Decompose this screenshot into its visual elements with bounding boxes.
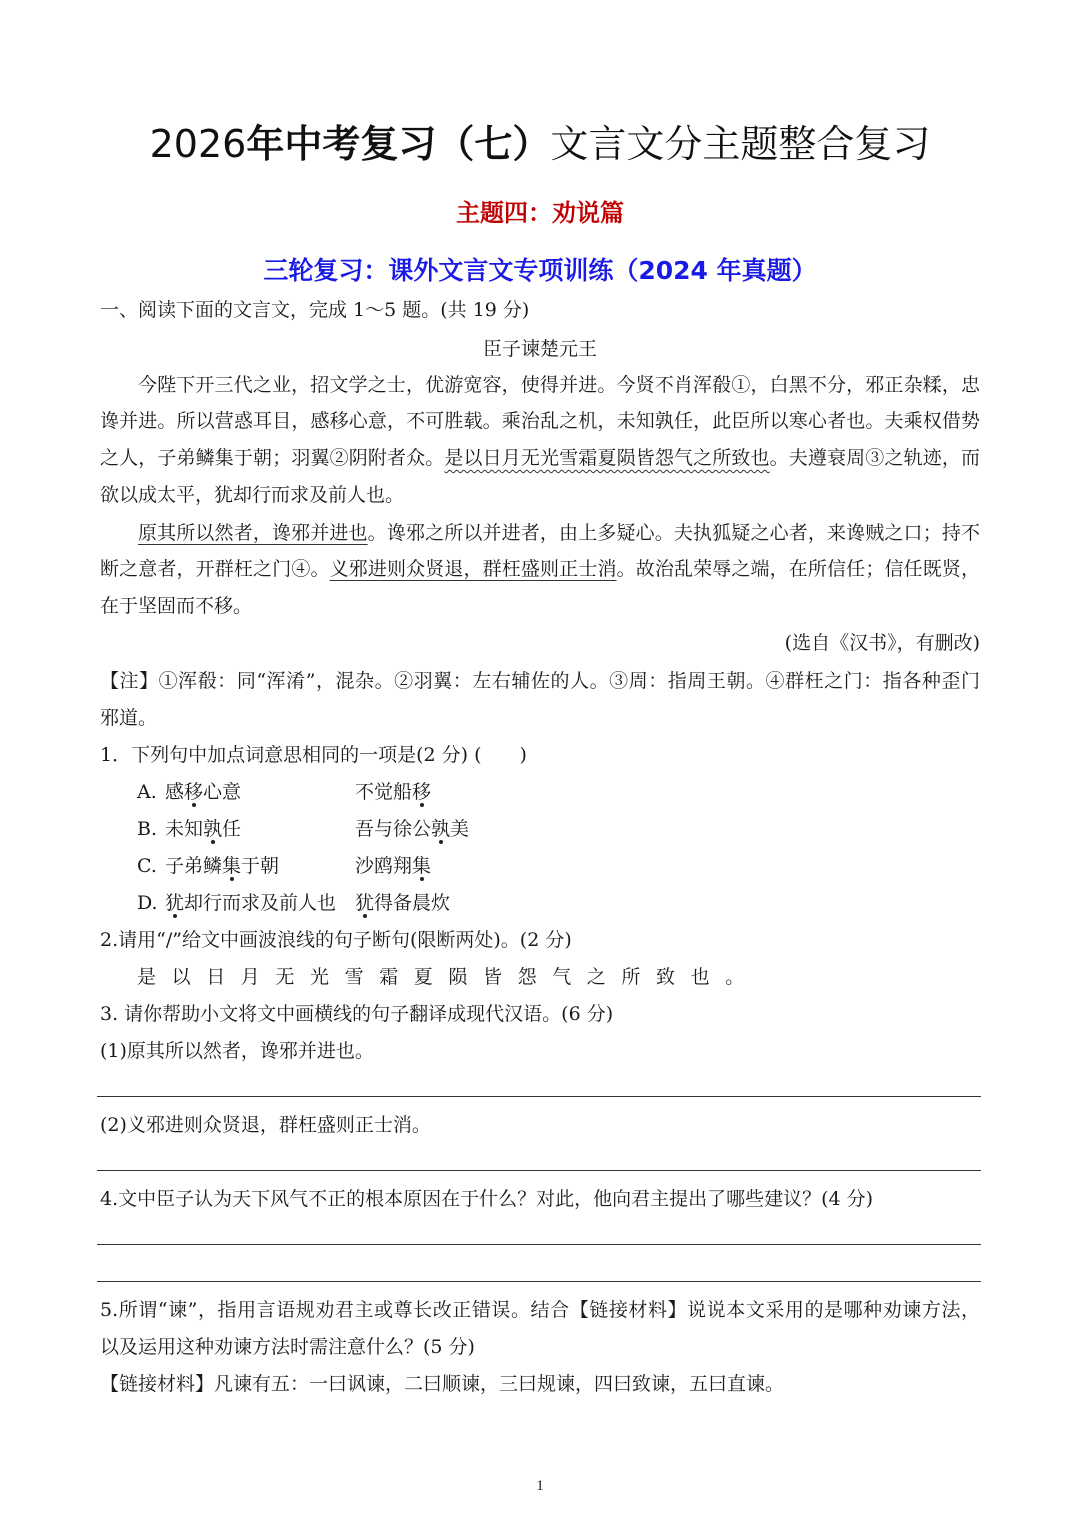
answer-line-q3-1[interactable] bbox=[97, 1096, 981, 1097]
q1-a-right-text: 不觉船 bbox=[355, 781, 413, 803]
answer-line-q4-1[interactable] bbox=[97, 1244, 981, 1245]
q1-option-c-right bbox=[355, 853, 431, 879]
q1-option-d-left bbox=[165, 890, 336, 916]
q3-stem: 3. 请你帮助小文将文中画横线的句子翻译成现代汉语。(6 分) bbox=[100, 1003, 614, 1025]
passage-p2-line2 bbox=[100, 556, 980, 582]
q1-b-right-dotted: 孰 bbox=[431, 818, 451, 840]
p1-line3-c: 。夫遵衰周③之轨迹，而 bbox=[769, 447, 980, 469]
p1-line3-a: 之人，子弟鳞集于朝；羽翼②阴附者众。 bbox=[100, 447, 445, 469]
q5-material: 【链接材料】凡谏有五：一曰讽谏，二曰顺谏，三曰规谏，四曰致谏，五曰直谏。 bbox=[100, 1373, 785, 1395]
q1-c-left-rest: 于朝 bbox=[241, 855, 280, 877]
p2-line2-a: 断之意者，开群枉之门④。 bbox=[100, 558, 330, 580]
passage-p1-line2: 谗并进。所以营惑耳目，感移心意，不可胜载。乘治乱之机，未知孰任，此臣所以寒心者也。夫乘权借势 bbox=[100, 410, 980, 432]
q1-c-right-text: 沙鸥翔 bbox=[355, 855, 413, 877]
p2-line1-b: 。谗邪之所以并进者，由上多疑心。夫执狐疑之心者，来谗贼之口；持不 bbox=[367, 522, 980, 544]
page-number: 1 bbox=[536, 1478, 544, 1494]
section-instruction: 一、阅读下面的文言文，完成 1～5 题。(共 19 分) bbox=[100, 299, 530, 321]
q1-option-c-letter: C. bbox=[137, 855, 157, 877]
q1-option-a-right bbox=[355, 779, 431, 805]
q3-sub1: (1)原其所以然者，谗邪并进也。 bbox=[100, 1040, 374, 1062]
q1-option-d-right bbox=[355, 890, 450, 916]
wavy-sentence: 是以日月无光雪霜夏陨皆怨气之所致也 bbox=[444, 447, 770, 469]
q1-option-a-letter: A. bbox=[137, 781, 157, 803]
q1-a-left-dotted: 移 bbox=[184, 781, 204, 803]
passage-source: (选自《汉书》，有删改) bbox=[784, 632, 980, 654]
q1-b-left-rest: 任 bbox=[222, 818, 242, 840]
q1-c-right-dotted: 集 bbox=[412, 855, 432, 877]
title-suffix: 文言文分主题整合复习 bbox=[550, 122, 931, 166]
q5-line1: 5.所谓“谏”，指用言语规劝君主或尊长改正错误。结合【链接材料】说说本文采用的是哪种劝谏方法， bbox=[100, 1299, 980, 1321]
answer-line-q3-2[interactable] bbox=[97, 1170, 981, 1171]
q1-c-left-dotted: 集 bbox=[222, 855, 242, 877]
notes-line2: 邪道。 bbox=[100, 707, 158, 729]
q1-b-right-rest: 美 bbox=[450, 818, 470, 840]
q1-option-d-letter: D. bbox=[137, 892, 158, 914]
passage-p1-line1: 今陛下开三代之业，招文学之士，优游宽容，使得并进。今贤不肖浑殽①，白黑不分，邪正杂糅，忠 bbox=[138, 374, 980, 396]
q1-option-c-left bbox=[165, 853, 279, 879]
title-bold: 年中考复习（七） bbox=[246, 122, 551, 166]
title-year: 2026 bbox=[149, 122, 247, 166]
q2-stem: 2.请用“/”给文中画波浪线的句子断句(限断两处)。(2 分) bbox=[100, 929, 572, 951]
q1-d-right-dotted: 犹 bbox=[355, 892, 375, 914]
underlined-sentence-1: 原其所以然者，谗邪并进也 bbox=[138, 522, 368, 544]
q1-stem: 1．下列句中加点词意思相同的一项是(2 分) ( ) bbox=[100, 744, 527, 766]
topic-heading: 主题四：劝说篇 bbox=[456, 199, 624, 227]
q5-line2: 以及运用这种劝谏方法时需注意什么？(5 分) bbox=[100, 1336, 475, 1358]
passage-p2-line3: 在于坚固而不移。 bbox=[100, 595, 253, 617]
q1-b-left-text: 未知 bbox=[165, 818, 204, 840]
q1-d-left-dotted: 犹 bbox=[165, 892, 185, 914]
passage-p1-line4: 欲以成太平，犹却行而求及前人也。 bbox=[100, 484, 405, 506]
q1-option-b-letter: B. bbox=[137, 818, 158, 840]
q1-a-right-dotted: 移 bbox=[412, 781, 432, 803]
q1-d-left-rest: 却行而求及前人也 bbox=[184, 892, 337, 914]
underlined-sentence-2: 义邪进则众贤退，群枉盛则正士消 bbox=[329, 558, 617, 580]
p2-line2-c: 。故治乱荣辱之端，在所信任；信任既贤， bbox=[616, 558, 980, 580]
round-heading: 三轮复习：课外文言文专项训练（2024 年真题） bbox=[263, 256, 817, 285]
q1-option-b-left bbox=[165, 816, 241, 842]
q1-option-a-left bbox=[165, 779, 241, 805]
q2-sentence: 是以日月无光雪霜夏陨皆怨气之所致也。 bbox=[137, 966, 760, 988]
passage-title: 臣子谏楚元王 bbox=[482, 338, 597, 360]
q1-a-left-rest: 心意 bbox=[203, 781, 242, 803]
q1-c-left-text: 子弟鳞 bbox=[165, 855, 223, 877]
q1-b-left-dotted: 孰 bbox=[203, 818, 223, 840]
notes-line1: 【注】①浑殽：同“浑淆”，混杂。②羽翼：左右辅佐的人。③周：指周王朝。④群枉之门：指各种歪门 bbox=[100, 670, 980, 692]
passage-p2-line1 bbox=[138, 520, 980, 546]
q1-a-left-text: 感 bbox=[165, 781, 185, 803]
page-title bbox=[0, 118, 1080, 170]
passage-p1-line3 bbox=[100, 445, 980, 471]
q4-stem: 4.文中臣子认为天下风气不正的根本原因在于什么？对此，他向君主提出了哪些建议？(4 分) bbox=[100, 1188, 874, 1210]
q3-sub2: (2)义邪进则众贤退，群枉盛则正士消。 bbox=[100, 1114, 431, 1136]
q1-b-right-text: 吾与徐公 bbox=[355, 818, 432, 840]
q1-option-b-right bbox=[355, 816, 469, 842]
q1-d-right-rest: 得备晨炊 bbox=[374, 892, 451, 914]
answer-line-q4-2[interactable] bbox=[97, 1281, 981, 1282]
